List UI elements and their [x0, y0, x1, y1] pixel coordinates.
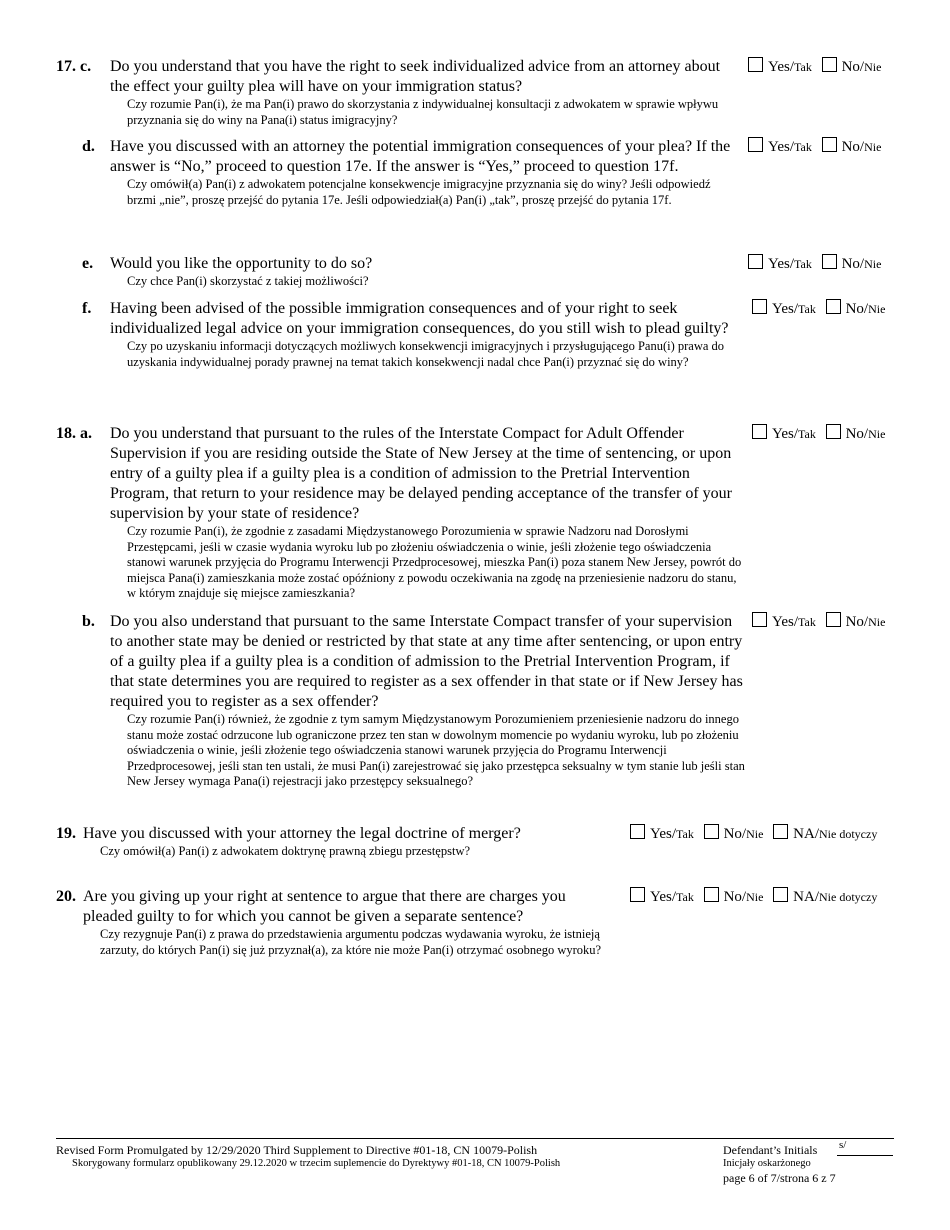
- yes-checkbox[interactable]: [748, 137, 763, 152]
- question-number: d.: [82, 138, 95, 155]
- footer-divider: [56, 1138, 894, 1139]
- no-option[interactable]: No/Nie: [826, 424, 886, 444]
- question-text: Would you like the opportunity to do so?: [110, 255, 373, 272]
- question-19: [83, 824, 623, 860]
- na-option[interactable]: NA/Nie dotyczy: [773, 824, 877, 844]
- no-checkbox[interactable]: [826, 299, 841, 314]
- question-text-polish: Czy po uzyskaniu informacji dotyczących możliwych konsekwencji imigracyjnych i przysługującego Panu(i) prawa do uzyskania indywidualnej porady prawnej na temat takich konsekwencji nadal chce Pan(i) przyznać się do winy?: [127, 339, 725, 369]
- question-number: e.: [82, 255, 94, 272]
- no-option[interactable]: No/Nie: [704, 824, 764, 844]
- answer-options-17c: [748, 57, 887, 77]
- answer-options-20: [630, 887, 883, 907]
- answer-options-19: [630, 824, 883, 844]
- yes-checkbox[interactable]: [748, 254, 763, 269]
- na-option[interactable]: NA/Nie dotyczy: [773, 887, 877, 907]
- na-checkbox[interactable]: [773, 824, 788, 839]
- question-17e: [110, 254, 740, 290]
- no-checkbox[interactable]: [822, 254, 837, 269]
- yes-option[interactable]: Yes/Tak: [748, 137, 812, 157]
- answer-options-17f: [752, 299, 891, 319]
- yes-checkbox[interactable]: [630, 887, 645, 902]
- question-number: 20.: [56, 888, 76, 905]
- yes-option[interactable]: Yes/Tak: [752, 612, 816, 632]
- question-text-polish: Czy rezygnuje Pan(i) z prawa do przedstawienia argumentu podczas wydawania wyroku, że istnieją zarzuty, do których Pan(i) się już przyznał(a), za które nie może Pan(i) otrzymać osobnego wyroku?: [100, 927, 602, 957]
- yes-option[interactable]: Yes/Tak: [748, 57, 812, 77]
- yes-option[interactable]: Yes/Tak: [630, 824, 694, 844]
- yes-checkbox[interactable]: [752, 299, 767, 314]
- question-17c: [110, 57, 740, 128]
- yes-checkbox[interactable]: [630, 824, 645, 839]
- yes-option[interactable]: Yes/Tak: [748, 254, 812, 274]
- no-option[interactable]: No/Nie: [704, 887, 764, 907]
- revision-text-polish: Skorygowany formularz opublikowany 29.12.2020 w trzecim suplemencie do Dyrektywy #01-18, CN 10079-Polish: [72, 1158, 561, 1169]
- question-text-polish: Czy rozumie Pan(i) również, że zgodnie z tym samym Międzystanowym Porozumieniem przeniesienie nadzoru do innego stanu może zostać odrzucone lub ograniczone przez ten stan w dowolnym momencie po wydaniu wyroku, lub po złożeniu oświadczenia o winie, jeśli złożenie tego oświadczenia stanowi warunek przyjęcia do Programu Interwencji Przedprocesowej, jeśli stan ten ustali, że musi Pan(i) zarejestrować się jako przestępca seksualny w tym stanie lub jeśli stan New Jersey wymaga Pana(i) rejestracji jako przestępcy seksualnego?: [127, 712, 745, 788]
- question-text: Having been advised of the possible immigration consequences and of your right to seek individualized legal advice on your immigration consequences, do you still wish to plead guilty?: [110, 300, 729, 337]
- yes-checkbox[interactable]: [748, 57, 763, 72]
- initials-label: Defendant’s Initials: [723, 1143, 818, 1157]
- question-number: 18. a.: [56, 425, 92, 442]
- no-checkbox[interactable]: [822, 57, 837, 72]
- question-20: [83, 887, 619, 958]
- question-text-polish: Czy omówił(a) Pan(i) z adwokatem potencjalne konsekwencje imigracyjne przyznania się do winy? Jeśli odpowiedź brzmi „nie”, proszę przejść do pytania 17e. Jeśli odpowiedział(a) Pan(i) „tak”, proszę przejść do pytania 17f.: [127, 177, 711, 207]
- no-checkbox[interactable]: [704, 824, 719, 839]
- question-17d: [110, 137, 740, 208]
- question-text: Are you giving up your right at sentence to argue that there are charges you pleaded guilty to for which you cannot be given a separate sentence?: [83, 888, 566, 925]
- yes-option[interactable]: Yes/Tak: [752, 424, 816, 444]
- question-text-polish: Czy rozumie Pan(i), że ma Pan(i) prawo do skorzystania z indywidualnej konsultacji z adwokatem w sprawie wpływu przyznania się do winy na Pana(i) status imigracyjny?: [127, 97, 719, 127]
- footer-initials: [723, 1143, 836, 1185]
- answer-options-18a: [752, 424, 891, 444]
- answer-options-17d: [748, 137, 887, 157]
- initials-line: [837, 1155, 893, 1156]
- question-text: Do you understand that pursuant to the rules of the Interstate Compact for Adult Offender Supervision if you are residing outside the State of New Jersey at the time of sentencing, or upon entry of a guilty plea if a guilty plea is a condition of admission to the Pretrial Intervention Program, that return to your residence may be delayed pending acceptance of the transfer of your supervision by your state of residence?: [110, 425, 732, 522]
- no-option[interactable]: No/Nie: [822, 254, 882, 274]
- revision-text: Revised Form Promulgated by 12/29/2020 Third Supplement to Directive #01-18, CN 10079-Polish: [56, 1143, 538, 1157]
- page-number: page 6 of 7/strona 6 z 7: [723, 1171, 836, 1185]
- question-number: 17. c.: [56, 58, 92, 75]
- no-checkbox[interactable]: [704, 887, 719, 902]
- yes-option[interactable]: Yes/Tak: [752, 299, 816, 319]
- question-text-polish: Czy chce Pan(i) skorzystać z takiej możliwości?: [127, 274, 369, 288]
- question-text-polish: Czy omówił(a) Pan(i) z adwokatem doktrynę prawną zbiegu przestępstw?: [100, 844, 471, 858]
- question-text-polish: Czy rozumie Pan(i), że zgodnie z zasadami Międzystanowego Porozumienia w sprawie Nadzoru nad Dorosłymi Przestępcami, jeśli w czasie wydania wyroku lub po złożeniu oświadczenia o winie, jeśli złożenie tego oświadczenia stanowi warunek przyjęcia do Programu Interwencji Przedprocesowej, mieszka Pan(i) poza stanem New Jersey, powrót do miejsca Pana(i) zamieszkania może zostać opóźniony z powodu oczekiwania na zgodę na przeniesienie nadzoru do stanu, w którym znajduje się miejsce zamieszkania?: [127, 524, 742, 600]
- no-option[interactable]: No/Nie: [822, 57, 882, 77]
- question-text: Have you discussed with your attorney the legal doctrine of merger?: [83, 825, 521, 842]
- question-number: 19.: [56, 825, 76, 842]
- na-checkbox[interactable]: [773, 887, 788, 902]
- question-number: b.: [82, 613, 95, 630]
- question-18a: [110, 424, 748, 602]
- question-18b: [110, 612, 748, 790]
- question-17f: [110, 299, 744, 370]
- answer-options-18b: [752, 612, 891, 632]
- no-option[interactable]: No/Nie: [826, 299, 886, 319]
- answer-options-17e: [748, 254, 887, 274]
- question-text: Have you discussed with an attorney the potential immigration consequences of your plea? If the answer is “No,” proceed to question 17e. If the answer is “Yes,” proceed to question 17f.: [110, 138, 731, 175]
- no-option[interactable]: No/Nie: [822, 137, 882, 157]
- question-text: Do you understand that you have the right to seek individualized advice from an attorney about the effect your guilty plea will have on your immigration status?: [110, 58, 721, 95]
- no-checkbox[interactable]: [826, 424, 841, 439]
- no-checkbox[interactable]: [826, 612, 841, 627]
- question-text: Do you also understand that pursuant to the same Interstate Compact transfer of your supervision to another state may be denied or restricted by that state at any time after sentencing, or upon entry of a guilty plea if a guilty plea is a condition of admission to the Pretrial Intervention Program, if that state determines you are required to register as a sex offender in that state or if New Jersey has required you to register as a sex offender?: [110, 613, 743, 710]
- no-option[interactable]: No/Nie: [826, 612, 886, 632]
- initials-label-polish: Inicjały oskarżonego: [723, 1158, 811, 1169]
- question-number: f.: [82, 300, 92, 317]
- initials-value[interactable]: s/: [839, 1139, 847, 1151]
- yes-option[interactable]: Yes/Tak: [630, 887, 694, 907]
- yes-checkbox[interactable]: [752, 612, 767, 627]
- footer-revision: [56, 1143, 560, 1171]
- no-checkbox[interactable]: [822, 137, 837, 152]
- yes-checkbox[interactable]: [752, 424, 767, 439]
